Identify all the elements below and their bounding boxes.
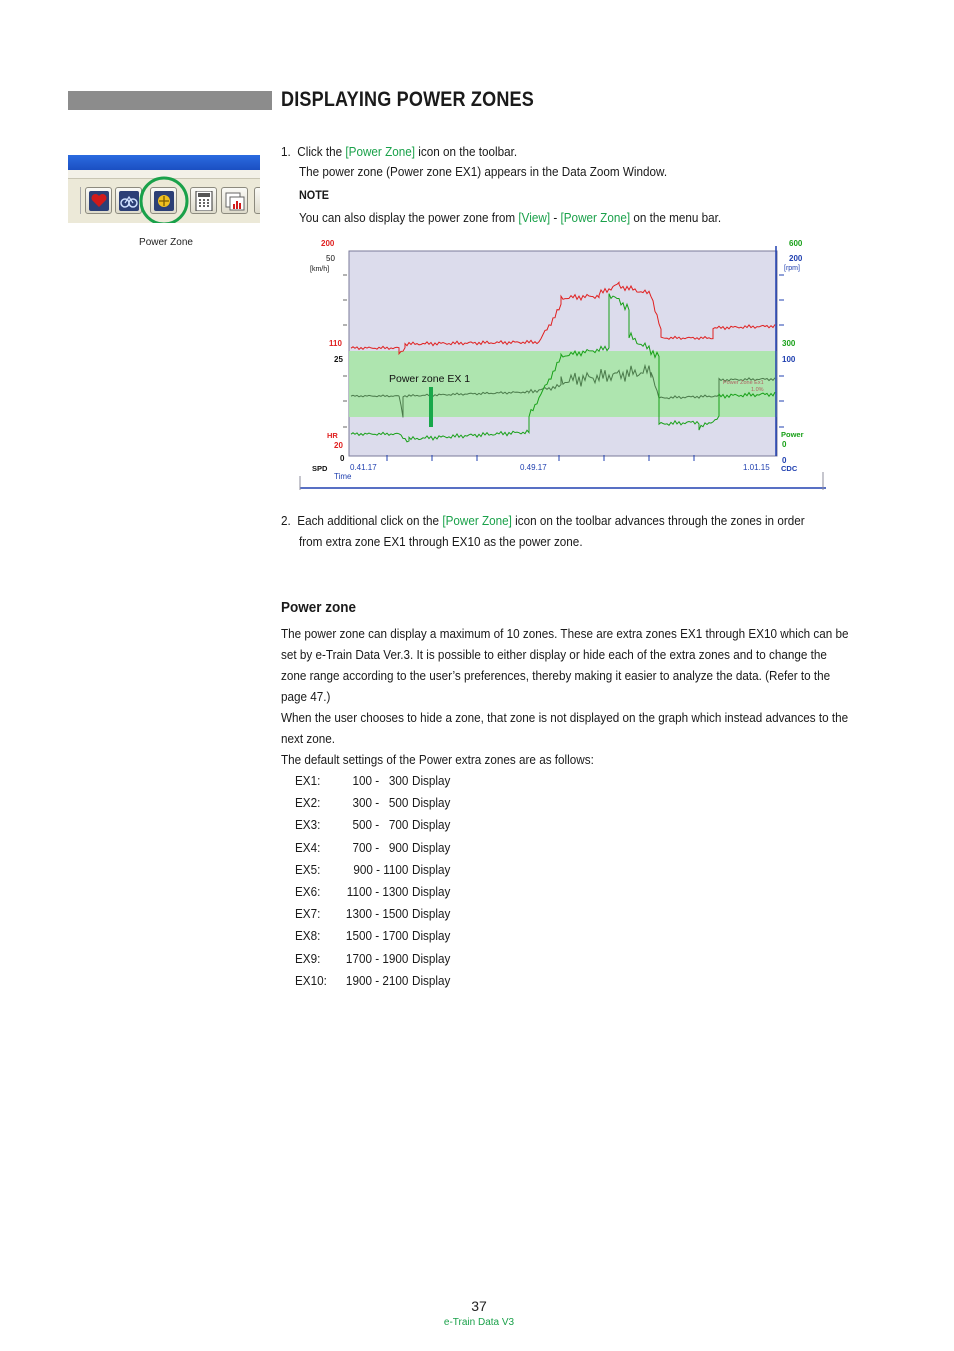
- zone-name: EX3:: [295, 817, 321, 833]
- hr-tick-mid: 110: [329, 339, 342, 348]
- heart-icon: [89, 191, 109, 211]
- zone-name: EX4:: [295, 839, 321, 855]
- view-menu-link[interactable]: [View]: [518, 210, 551, 225]
- power-tick-mid: 300: [782, 339, 796, 348]
- zone-row: [295, 840, 450, 860]
- zone-state: Display: [412, 861, 451, 877]
- heart-rate-button[interactable]: [85, 187, 112, 214]
- zone-name: EX8:: [295, 928, 321, 944]
- calculator-button[interactable]: [190, 187, 217, 214]
- spd-tick-top: 50: [326, 254, 335, 263]
- power-zone-link[interactable]: [Power Zone]: [442, 513, 512, 528]
- zone-range: 900 - 1100: [353, 861, 409, 877]
- note-label: NOTE: [299, 188, 330, 202]
- zone-state: Display: [412, 884, 451, 899]
- zone-row: [295, 862, 450, 882]
- zone-range: 500 - 700: [352, 817, 409, 833]
- step-text: icon on the toolbar.: [418, 144, 518, 159]
- data-zoom-chart: [299, 236, 827, 490]
- step-2-detail: from extra zone EX1 through EX10 as the power zone.: [299, 534, 583, 549]
- toolbar-screenshot: [68, 155, 260, 223]
- section-heading: Power zone: [281, 599, 357, 616]
- x-axis-title: Time: [334, 472, 352, 481]
- page-number: 37: [471, 1298, 487, 1314]
- section-bar: [68, 91, 272, 110]
- x-tick-label: 0.41.17: [350, 463, 377, 472]
- chart-report-icon: [225, 191, 245, 211]
- zone-row: [295, 928, 450, 948]
- power-tick-top: 600: [789, 239, 803, 248]
- zone-range: 700 - 900: [352, 839, 409, 855]
- paragraph-line: The default settings of the Power extra zones are as follows:: [281, 752, 594, 767]
- cdc-axis-label: CDC: [781, 464, 798, 473]
- note-text-post: on the menu bar.: [633, 210, 722, 225]
- step-1: [281, 141, 517, 162]
- step-1-detail: The power zone (Power zone EX1) appears in the Data Zoom Window.: [299, 164, 668, 179]
- calculator-icon: [194, 191, 214, 211]
- zone-state: Display: [412, 972, 451, 988]
- zone-range: 1900 - 2100: [345, 972, 409, 988]
- zone-state: Display: [412, 906, 451, 922]
- zone-range: 1300 - 1500: [345, 906, 409, 922]
- zone-marker: [429, 387, 433, 427]
- step-text: Each additional click on the: [297, 513, 440, 528]
- paragraph-line: The power zone can display a maximum of 10 zones. These are extra zones EX1 through EX10 which can be: [281, 626, 849, 641]
- x-tick-label: 1.01.15: [743, 463, 770, 472]
- zone-name: EX9:: [295, 950, 321, 966]
- report-button[interactable]: [221, 187, 248, 214]
- zone-label: Power zone EX 1: [389, 373, 471, 385]
- cdc-tick-mid: 100: [782, 355, 796, 364]
- zone-state: Display: [412, 795, 451, 811]
- highlight-circle: [136, 175, 192, 223]
- step-text: icon on the toolbar advances through the zones in order: [515, 513, 805, 528]
- zone-range: 1100 - 1300: [346, 884, 409, 899]
- toolbar-handle: [68, 187, 81, 214]
- paragraph-line: zone range according to the user’s preferences, thereby making it easier to analyze the data. (Refer to the: [281, 668, 831, 683]
- paragraph-line: set by e-Train Data Ver.3. It is possible to either display or hide each of the extra zones and to change the: [281, 647, 827, 662]
- paragraph-line: When the user chooses to hide a zone, that zone is not displayed on the graph which instead advances to the: [281, 710, 849, 725]
- zone-name: EX1:: [295, 773, 321, 788]
- zone-inner-label: Power Zone Ex1: [723, 380, 764, 386]
- zone-state: Display: [412, 950, 451, 966]
- power-tick-bottom: 0: [782, 440, 787, 449]
- zone-row: [295, 973, 450, 993]
- zone-range: 1700 - 1900: [345, 950, 409, 966]
- power-axis-label: Power: [781, 430, 804, 439]
- zone-range: 100 - 300: [352, 773, 409, 788]
- zone-range: 1500 - 1700: [345, 928, 409, 944]
- step-number: 2.: [281, 513, 291, 528]
- hr-tick-top: 200: [321, 239, 335, 248]
- footer-brand: e-Train Data V3: [443, 1317, 515, 1328]
- zone-state: Display: [412, 817, 451, 833]
- note-text: [299, 207, 721, 228]
- zone-name: EX7:: [295, 906, 321, 922]
- zone-row: [295, 817, 450, 837]
- hr-tick-bottom: 20: [334, 441, 343, 450]
- page-title: DISPLAYING POWER ZONES: [281, 88, 534, 111]
- step-text: Click the: [297, 144, 343, 159]
- spd-tick-bottom: 0: [340, 454, 345, 463]
- toolbar-caption: Power Zone: [139, 237, 193, 248]
- zone-row: [295, 795, 450, 815]
- power-zone-link[interactable]: [Power Zone]: [345, 144, 416, 159]
- paragraph-line: next zone.: [281, 731, 335, 746]
- zone-row: [295, 773, 450, 793]
- window-titlebar: [68, 155, 260, 170]
- spd-axis-label: SPD: [312, 464, 328, 473]
- step-2: [281, 510, 805, 531]
- zone-range: 300 - 500: [352, 795, 409, 811]
- zone-row: [295, 906, 450, 926]
- zone-name: EX10:: [295, 972, 327, 988]
- next-button[interactable]: [254, 187, 260, 214]
- zone-row: [295, 884, 450, 904]
- zone-state: Display: [412, 928, 451, 944]
- spd-unit: [km/h]: [310, 266, 330, 273]
- hr-axis-label: HR: [327, 431, 338, 440]
- zone-name: EX2:: [295, 795, 321, 811]
- step-number: 1.: [281, 144, 291, 159]
- cdc-tick-bottom: 0: [782, 456, 787, 465]
- spd-tick-mid: 25: [334, 355, 343, 364]
- x-tick-label: 0.49.17: [520, 463, 547, 472]
- zone-inner-value: 1.0%: [751, 387, 764, 393]
- cdc-unit: [rpm]: [784, 265, 800, 272]
- power-zone-menu-link[interactable]: [Power Zone]: [560, 210, 631, 225]
- zone-state: Display: [412, 773, 451, 788]
- note-text-pre: You can also display the power zone from: [299, 210, 516, 225]
- cdc-tick-top: 200: [789, 254, 803, 263]
- power-zone-body: [281, 623, 886, 770]
- zone-name: EX6:: [295, 884, 321, 899]
- zone-name: EX5:: [295, 861, 321, 877]
- note-separator: -: [553, 210, 558, 225]
- paragraph-line: page 47.): [281, 689, 331, 704]
- zone-state: Display: [412, 839, 451, 855]
- zone-row: [295, 951, 450, 971]
